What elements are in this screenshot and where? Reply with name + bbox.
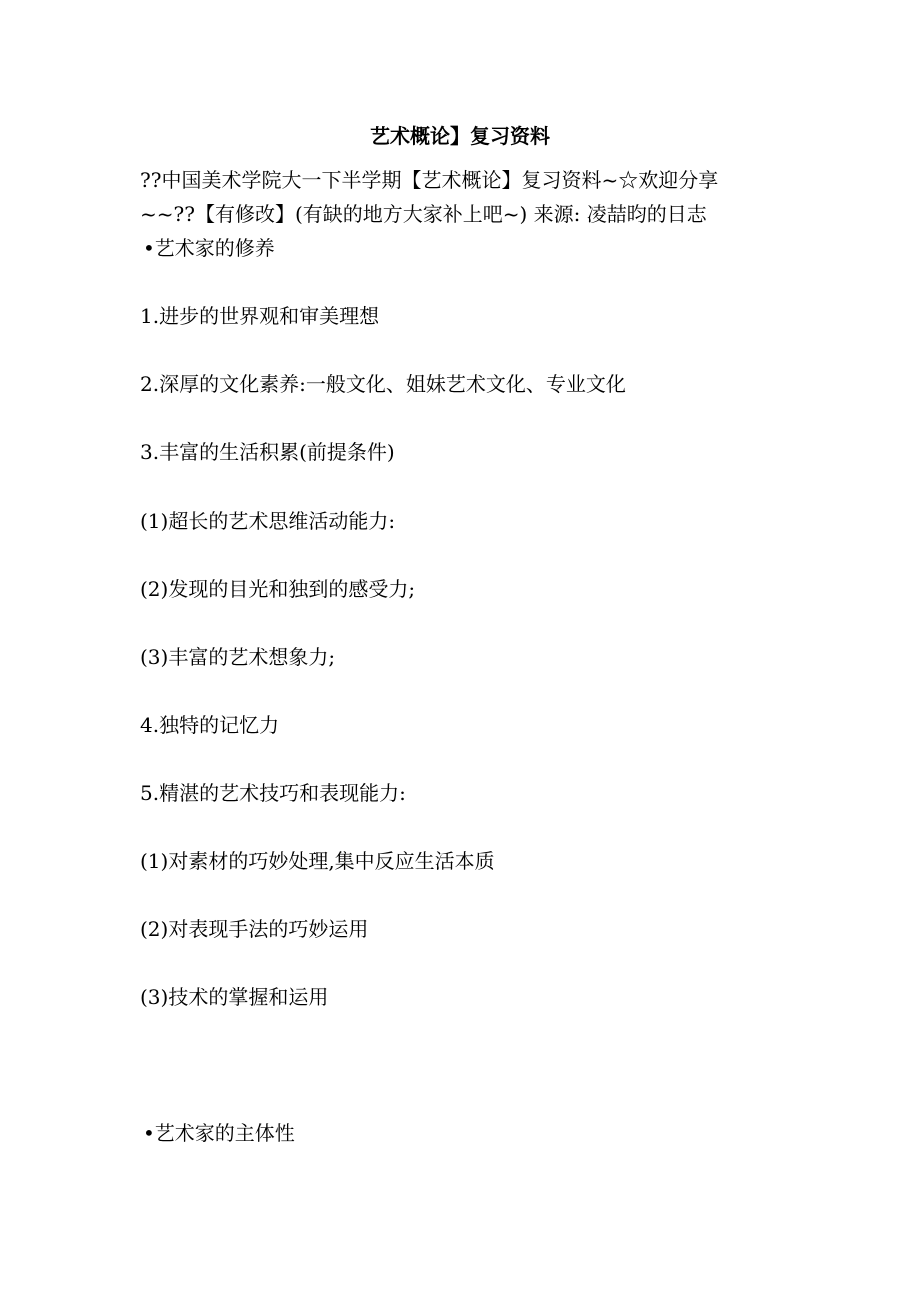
list-item: 1.进步的世界观和审美理想 — [140, 304, 380, 328]
list-item: 4.独特的记忆力 — [140, 713, 280, 737]
list-item: 2.深厚的文化素养:一般文化、姐妹艺术文化、专业文化 — [140, 372, 626, 396]
list-item: (3)技术的掌握和运用 — [140, 985, 329, 1009]
list-item: (1)超长的艺术思维活动能力: — [140, 509, 396, 533]
list-item: 3.丰富的生活积累(前提条件) — [140, 440, 395, 464]
list-item: (3)丰富的艺术想象力; — [140, 645, 336, 669]
list-item: (2)对表现手法的巧妙运用 — [140, 917, 369, 941]
intro-line: ??中国美术学院大一下半学期【艺术概论】复习资料~☆欢迎分享 — [140, 168, 719, 192]
section-heading: •艺术家的修养 — [143, 236, 275, 260]
list-item: 5.精湛的艺术技巧和表现能力: — [140, 781, 406, 805]
section-heading: •艺术家的主体性 — [143, 1121, 295, 1145]
list-item: (1)对素材的巧妙处理,集中反应生活本质 — [140, 849, 495, 873]
intro-line: ~~??【有修改】(有缺的地方大家补上吧~) 来源: 凌喆昀的日志 — [140, 202, 707, 226]
document-title: 艺术概论】复习资料 — [370, 124, 550, 148]
list-item: (2)发现的目光和独到的感受力; — [140, 577, 416, 601]
